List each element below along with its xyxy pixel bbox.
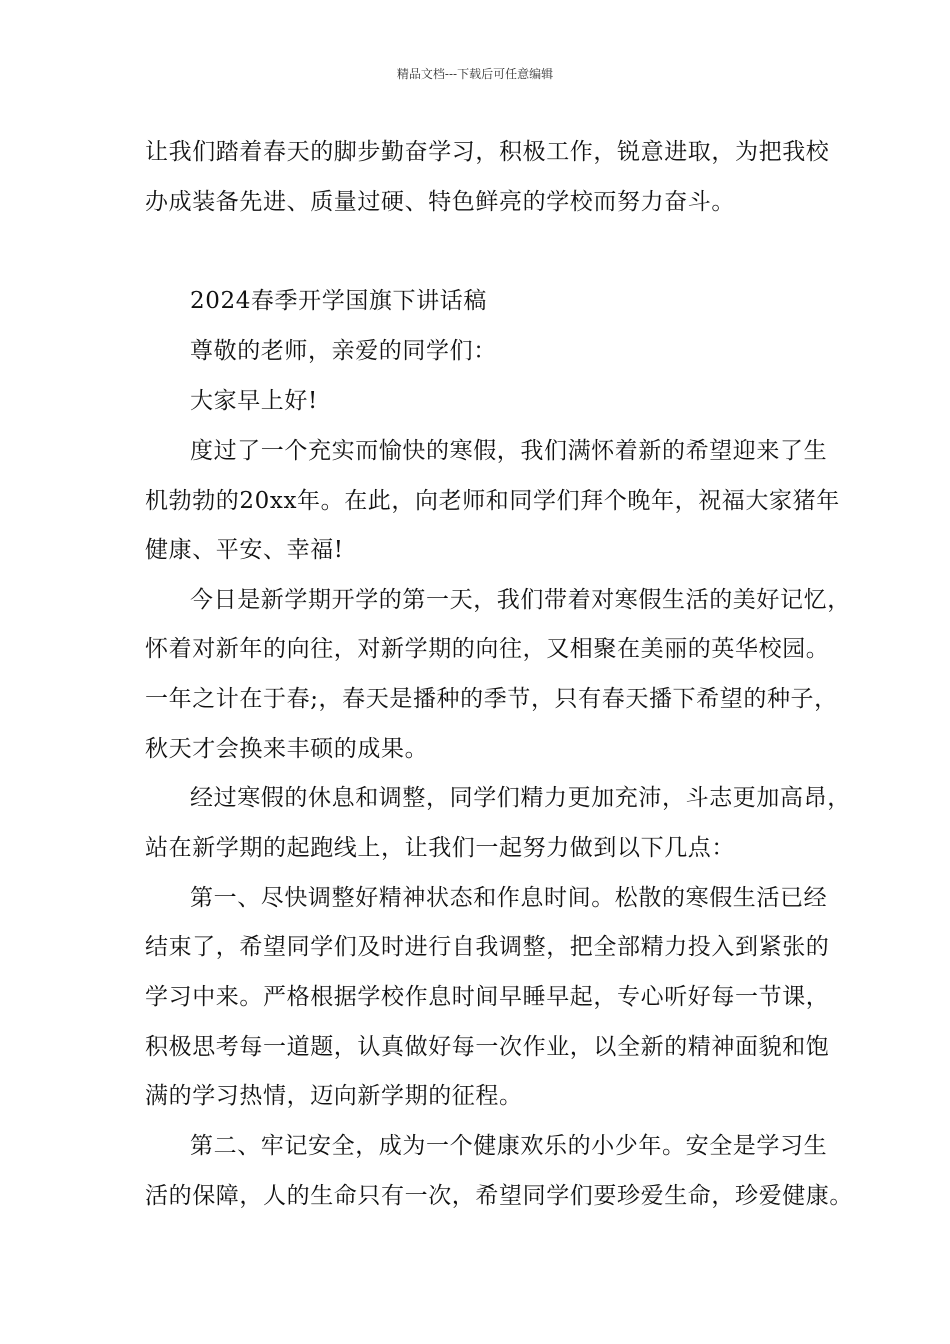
text-line: 秋天才会换来丰硕的成果。 [145, 736, 429, 762]
text-line: 第二、牢记安全，成为一个健康欢乐的小少年。安全是学习生 [190, 1133, 828, 1159]
text-line: 结束了，希望同学们及时进行自我调整，把全部精力投入到紧张的 [145, 934, 830, 960]
page-header: 精品文档---下载后可任意编辑 [396, 67, 554, 81]
salutation: 尊敬的老师，亲爱的同学们： [190, 338, 497, 364]
text-line: 度过了一个充实而愉快的寒假，我们满怀着新的希望迎来了生 [190, 438, 828, 464]
text-line: 今日是新学期开学的第一天，我们带着对寒假生活的美好记忆， [190, 587, 851, 613]
text-line: 经过寒假的休息和调整，同学们精力更加充沛，斗志更加高昂， [190, 785, 851, 811]
text-line: 站在新学期的起跑线上，让我们一起努力做到以下几点： [145, 835, 735, 861]
text-line: 学习中来。严格根据学校作息时间早睡早起，专心听好每一节课， [145, 984, 830, 1010]
text-line: 怀着对新年的向往，对新学期的向往，又相聚在美丽的英华校园。 [145, 636, 830, 662]
text-line: 第一、尽快调整好精神状态和作息时间。松散的寒假生活已经 [190, 885, 828, 911]
text-line: 活的保障，人的生命只有一次，希望同学们要珍爱生命，珍爱健康。 [145, 1183, 853, 1209]
text-line: 让我们踏着春天的脚步勤奋学习，积极工作，锐意进取，为把我校 [145, 139, 830, 165]
text-line: 健康、平安、幸福! [145, 537, 344, 563]
greeting: 大家早上好! [190, 388, 318, 414]
text-line: 满的学习热情，迈向新学期的征程。 [145, 1083, 523, 1109]
text-line: 机勃勃的20xx年。在此，向老师和同学们拜个晚年，祝福大家猪年 [145, 488, 840, 514]
text-line: 一年之计在于春;，春天是播种的季节，只有春天播下希望的种子， [145, 686, 838, 712]
document-title: 2024春季开学国旗下讲话稿 [190, 288, 487, 314]
text-line: 积极思考每一道题，认真做好每一次作业，以全新的精神面貌和饱 [145, 1034, 830, 1060]
text-line: 办成装备先进、质量过硬、特色鲜亮的学校而努力奋斗。 [145, 189, 735, 215]
